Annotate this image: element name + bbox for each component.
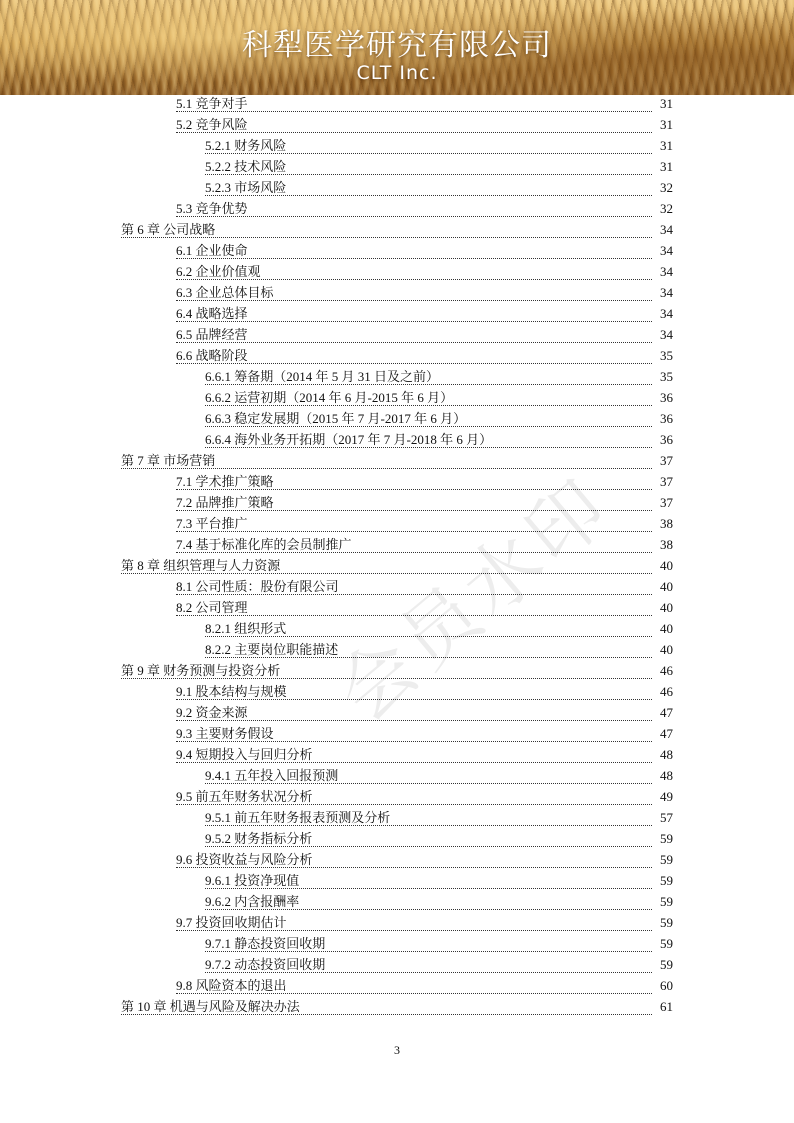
toc-entry-label: 8.2.1 组织形式	[205, 621, 287, 636]
toc-entry-label: 9.7 投资回收期估计	[176, 915, 287, 930]
toc-entry-label: 6.2 企业价值观	[176, 264, 261, 279]
toc-entry[interactable]	[0, 474, 794, 495]
toc-entry-label: 第 7 章 市场营销	[121, 453, 216, 468]
toc-entry-page: 40	[660, 579, 673, 594]
toc-entry-label: 9.1 股本结构与规模	[176, 684, 287, 699]
toc-entry-page: 48	[660, 768, 673, 783]
toc-leader	[176, 474, 652, 490]
toc-entry-label: 8.1 公司性质：股份有限公司	[176, 579, 339, 594]
toc-entry[interactable]	[0, 411, 794, 432]
toc-entry-page: 48	[660, 747, 673, 762]
toc-entry-page: 46	[660, 663, 673, 678]
toc-entry-page: 47	[660, 726, 673, 741]
toc-entry[interactable]	[0, 243, 794, 264]
toc-entry[interactable]	[0, 558, 794, 579]
toc-entry-page: 34	[660, 243, 673, 258]
toc-entry[interactable]	[0, 348, 794, 369]
toc-entry[interactable]	[0, 663, 794, 684]
toc-leader	[205, 369, 652, 385]
toc-entry-page: 40	[660, 621, 673, 636]
toc-entry[interactable]	[0, 159, 794, 180]
toc-entry-label: 第 9 章 财务预测与投资分析	[121, 663, 281, 678]
toc-leader	[205, 894, 652, 910]
toc-entry-page: 59	[660, 894, 673, 909]
toc-entry-label: 5.2.3 市场风险	[205, 180, 287, 195]
toc-entry[interactable]	[0, 117, 794, 138]
toc-leader	[176, 789, 652, 805]
toc-entry-label: 5.1 竞争对手	[176, 96, 248, 111]
toc-entry-page: 40	[660, 642, 673, 657]
toc-entry[interactable]	[0, 96, 794, 117]
toc-entry-page: 36	[660, 432, 673, 447]
toc-leader	[176, 348, 652, 364]
toc-entry-label: 6.6.3 稳定发展期（2015 年 7 月-2017 年 6 月）	[205, 411, 467, 426]
toc-entry[interactable]	[0, 180, 794, 201]
toc-entry[interactable]	[0, 201, 794, 222]
toc-entry[interactable]	[0, 306, 794, 327]
toc-entry[interactable]	[0, 915, 794, 936]
company-name: 科犁医学研究有限公司	[242, 28, 552, 63]
toc-entry-label: 6.3 企业总体目标	[176, 285, 274, 300]
toc-entry-label: 第 8 章 组织管理与人力资源	[121, 558, 281, 573]
toc-leader	[176, 495, 652, 511]
toc-leader	[176, 726, 652, 742]
toc-entry-label: 9.4.1 五年投入回报预测	[205, 768, 339, 783]
toc-leader	[176, 747, 652, 763]
toc-entry[interactable]	[0, 957, 794, 978]
toc-leader	[205, 936, 652, 952]
toc-leader	[176, 579, 652, 595]
toc-entry-page: 31	[660, 159, 673, 174]
toc-entry-page: 57	[660, 810, 673, 825]
toc-entry-label: 7.2 品牌推广策略	[176, 495, 274, 510]
toc-leader	[176, 600, 652, 616]
toc-entry[interactable]	[0, 600, 794, 621]
toc-entry-page: 36	[660, 411, 673, 426]
toc-leader	[205, 159, 652, 175]
toc-entry-page: 31	[660, 117, 673, 132]
toc-entry-label: 9.5.2 财务指标分析	[205, 831, 313, 846]
toc-entry-page: 35	[660, 348, 673, 363]
toc-leader	[205, 810, 652, 826]
toc-entry-page: 59	[660, 873, 673, 888]
toc-entry[interactable]	[0, 327, 794, 348]
toc-leader	[176, 978, 652, 994]
toc-entry-label: 9.3 主要财务假设	[176, 726, 274, 741]
toc-leader	[176, 264, 652, 280]
toc-entry[interactable]	[0, 831, 794, 852]
toc-leader	[176, 243, 652, 259]
toc-entry-label: 9.5.1 前五年财务报表预测及分析	[205, 810, 391, 825]
toc-entry-label: 5.2 竞争风险	[176, 117, 248, 132]
toc-entry[interactable]	[0, 222, 794, 243]
toc-entry-page: 34	[660, 264, 673, 279]
toc-leader	[121, 558, 652, 574]
toc-entry[interactable]	[0, 894, 794, 915]
toc-leader	[205, 873, 652, 889]
toc-entry[interactable]	[0, 285, 794, 306]
toc-entry-label: 7.3 平台推广	[176, 516, 248, 531]
toc-entry-label: 6.6.1 筹备期（2014 年 5 月 31 日及之前）	[205, 369, 440, 384]
toc-entry-label: 6.4 战略选择	[176, 306, 248, 321]
page-number: 3	[394, 1043, 400, 1057]
toc-entry-page: 40	[660, 600, 673, 615]
toc-leader	[205, 138, 652, 154]
toc-entry-label: 6.5 品牌经营	[176, 327, 248, 342]
toc-leader	[205, 831, 652, 847]
toc-entry-page: 59	[660, 936, 673, 951]
watermark: 会员水印	[319, 459, 629, 739]
toc-entry-label: 第 10 章 机遇与风险及解决办法	[121, 999, 300, 1014]
toc-entry-page: 34	[660, 222, 673, 237]
toc-entry-page: 37	[660, 453, 673, 468]
toc-leader	[205, 768, 652, 784]
toc-entry[interactable]	[0, 789, 794, 810]
toc-entry-label: 9.8 风险资本的退出	[176, 978, 287, 993]
toc-entry-label: 9.7.2 动态投资回收期	[205, 957, 326, 972]
toc-entry-label: 9.6.1 投资净现值	[205, 873, 300, 888]
toc-entry-page: 40	[660, 558, 673, 573]
toc-leader	[205, 390, 652, 406]
toc-entry[interactable]	[0, 705, 794, 726]
toc-entry[interactable]	[0, 453, 794, 474]
toc-entry-label: 5.3 竞争优势	[176, 201, 248, 216]
toc-entry-page: 60	[660, 978, 673, 993]
toc-entry-label: 9.4 短期投入与回归分析	[176, 747, 313, 762]
toc-entry[interactable]	[0, 936, 794, 957]
toc-leader	[176, 201, 652, 217]
toc-entry-label: 8.2.2 主要岗位职能描述	[205, 642, 339, 657]
toc-entry-label: 7.1 学术推广策略	[176, 474, 274, 489]
toc-leader	[121, 453, 652, 469]
toc-entry-page: 37	[660, 474, 673, 489]
toc-entry[interactable]	[0, 747, 794, 768]
toc-leader	[176, 96, 652, 112]
toc-entry[interactable]	[0, 642, 794, 663]
toc-leader	[176, 516, 652, 532]
toc-entry[interactable]	[0, 579, 794, 600]
toc-entry-label: 7.4 基于标准化库的会员制推广	[176, 537, 352, 552]
toc-entry[interactable]	[0, 810, 794, 831]
toc-entry-page: 46	[660, 684, 673, 699]
toc-entry-page: 34	[660, 327, 673, 342]
toc-leader	[205, 432, 652, 448]
table-of-contents	[0, 96, 794, 1020]
toc-entry-page: 36	[660, 390, 673, 405]
toc-entry-label: 8.2 公司管理	[176, 600, 248, 615]
toc-entry[interactable]	[0, 390, 794, 411]
toc-entry-page: 31	[660, 96, 673, 111]
toc-entry-page: 59	[660, 831, 673, 846]
toc-leader	[205, 411, 652, 427]
toc-leader	[121, 663, 652, 679]
toc-leader	[121, 999, 652, 1015]
toc-entry-label: 6.6 战略阶段	[176, 348, 248, 363]
toc-entry-page: 49	[660, 789, 673, 804]
toc-entry-label: 9.6 投资收益与风险分析	[176, 852, 313, 867]
header-banner	[0, 0, 794, 95]
toc-entry-label: 9.7.1 静态投资回收期	[205, 936, 326, 951]
toc-entry-label: 5.2.1 财务风险	[205, 138, 287, 153]
toc-leader	[205, 180, 652, 196]
toc-entry[interactable]	[0, 852, 794, 873]
toc-entry[interactable]	[0, 999, 794, 1020]
toc-entry-label: 6.1 企业使命	[176, 243, 248, 258]
toc-leader	[176, 117, 652, 133]
toc-entry-label: 第 6 章 公司战略	[121, 222, 216, 237]
toc-entry-label: 9.6.2 内含报酬率	[205, 894, 300, 909]
toc-leader	[176, 915, 652, 931]
toc-entry-page: 38	[660, 516, 673, 531]
toc-entry[interactable]	[0, 621, 794, 642]
toc-entry[interactable]	[0, 138, 794, 159]
toc-entry-label: 6.6.4 海外业务开拓期（2017 年 7 月-2018 年 6 月）	[205, 432, 493, 447]
toc-entry[interactable]	[0, 516, 794, 537]
toc-entry-page: 34	[660, 306, 673, 321]
toc-entry-page: 31	[660, 138, 673, 153]
toc-entry[interactable]	[0, 768, 794, 789]
toc-entry-page: 35	[660, 369, 673, 384]
toc-entry[interactable]	[0, 432, 794, 453]
toc-entry[interactable]	[0, 726, 794, 747]
toc-entry[interactable]	[0, 264, 794, 285]
toc-entry-page: 59	[660, 915, 673, 930]
toc-entry[interactable]	[0, 369, 794, 390]
toc-entry-label: 5.2.2 技术风险	[205, 159, 287, 174]
toc-entry[interactable]	[0, 684, 794, 705]
toc-entry[interactable]	[0, 873, 794, 894]
toc-entry-page: 34	[660, 285, 673, 300]
toc-leader	[176, 285, 652, 301]
toc-leader	[121, 222, 652, 238]
toc-entry-label: 6.6.2 运营初期（2014 年 6 月-2015 年 6 月）	[205, 390, 454, 405]
toc-entry-page: 37	[660, 495, 673, 510]
company-name-en: CLT Inc.	[356, 62, 438, 84]
toc-entry[interactable]	[0, 978, 794, 999]
toc-entry-page: 61	[660, 999, 673, 1014]
toc-entry-page: 59	[660, 852, 673, 867]
toc-leader	[176, 327, 652, 343]
toc-leader	[176, 705, 652, 721]
toc-entry-label: 9.5 前五年财务状况分析	[176, 789, 313, 804]
toc-leader	[205, 957, 652, 973]
toc-leader	[205, 642, 652, 658]
toc-entry[interactable]	[0, 495, 794, 516]
toc-entry-page: 47	[660, 705, 673, 720]
toc-leader	[176, 852, 652, 868]
toc-leader	[205, 621, 652, 637]
toc-entry-label: 9.2 资金来源	[176, 705, 248, 720]
toc-leader	[176, 537, 652, 553]
toc-leader	[176, 684, 652, 700]
toc-entry-page: 38	[660, 537, 673, 552]
toc-leader	[176, 306, 652, 322]
toc-entry-page: 32	[660, 201, 673, 216]
toc-entry[interactable]	[0, 537, 794, 558]
toc-entry-page: 32	[660, 180, 673, 195]
toc-entry-page: 59	[660, 957, 673, 972]
